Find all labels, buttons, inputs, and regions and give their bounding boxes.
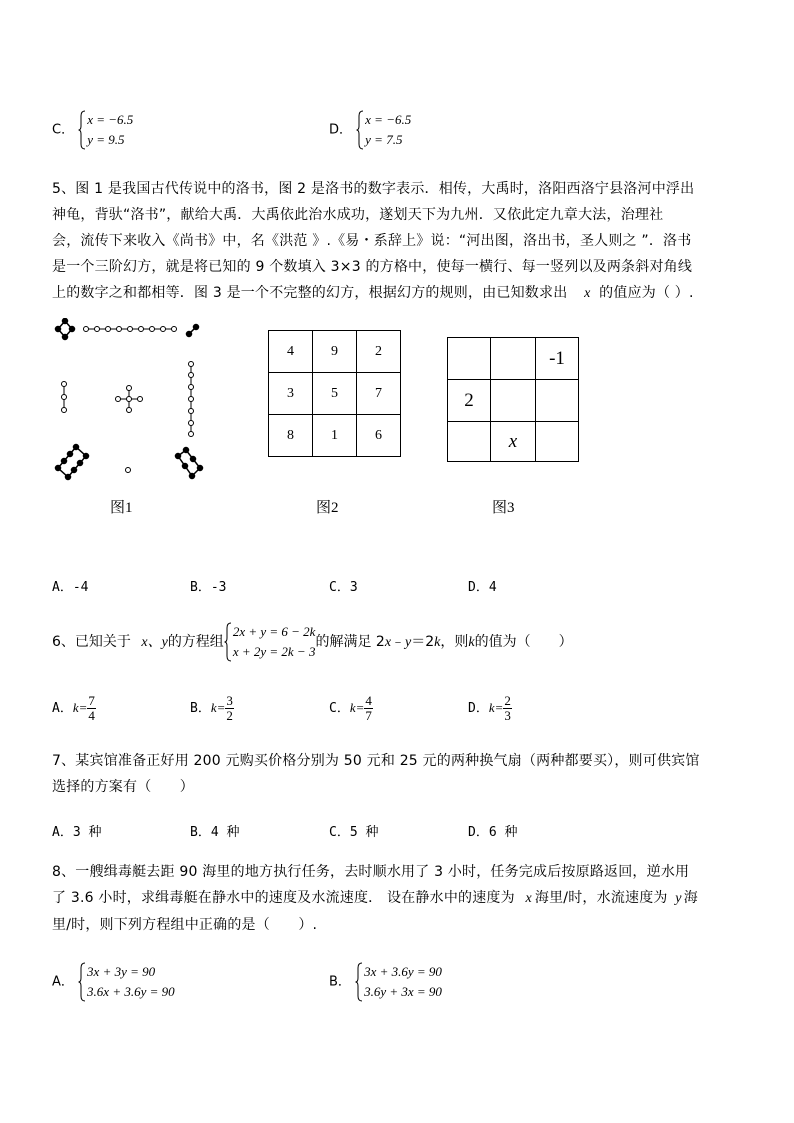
- q5-line: 会，流传下来收入《尚书》中，名《洪范 》.《易・系辞上》说：“河出图，洛出书，圣人则之 ”．洛书: [52, 233, 692, 249]
- q8-option-a[interactable]: [52, 962, 175, 1002]
- brace-icon: [356, 110, 364, 150]
- grid-cell: 6: [357, 415, 401, 457]
- q5-option-a[interactable]: A．-4: [52, 580, 89, 595]
- option-variable: k=: [210, 700, 226, 715]
- variable-k: k: [468, 635, 475, 650]
- brace-icon: [78, 110, 86, 150]
- equation-line: x + 2y = 2k − 3: [232, 644, 316, 659]
- q7-option-a[interactable]: A．3 种: [52, 825, 102, 840]
- option-label: A．: [52, 701, 73, 716]
- grid-cell: 9: [313, 331, 357, 373]
- grid-cell: [491, 338, 536, 380]
- grid-cell: 3: [269, 373, 313, 415]
- denominator: 3: [504, 708, 511, 723]
- q6-variables: x、y: [141, 635, 168, 650]
- equation-system: [78, 962, 175, 1002]
- option-variable: k=: [488, 700, 504, 715]
- q6-text: 的方程组: [167, 634, 224, 650]
- q8-text: 了 3.6 小时，求缉毒艇在静水中的速度及水流速度． 设在静水中的速度为: [52, 890, 515, 906]
- equation-line: 3.6y + 3x = 90: [364, 984, 442, 999]
- brace-icon: [78, 962, 86, 1002]
- grid-cell: [536, 380, 579, 422]
- option-label: C．: [52, 122, 75, 138]
- equation-system: [356, 110, 411, 150]
- variable-x: x: [384, 635, 392, 650]
- grid-cell: 4: [269, 331, 313, 373]
- numerator: 3: [226, 693, 233, 708]
- grid-cell: [536, 422, 579, 462]
- q8-text: 海里/时，水流速度为: [534, 890, 668, 906]
- q7-line: 7、某宾馆准备正好用 200 元购买价格分别为 50 元和 25 元的两种换气扇（两种都要买），则可供宾馆: [52, 753, 700, 769]
- equation-line: 3x + 3.6y = 90: [364, 964, 442, 979]
- grid-cell: x: [491, 422, 536, 462]
- q6-text: ﹣: [391, 634, 406, 650]
- grid-cell: 5: [313, 373, 357, 415]
- q6-question: [52, 622, 573, 662]
- q7-option-d[interactable]: D．6 种: [468, 825, 518, 840]
- luoshu-figure: [50, 318, 210, 488]
- equation-line: x = −6.5: [365, 112, 412, 127]
- figure3-caption: 图3: [492, 500, 515, 516]
- q5-question: [52, 176, 742, 307]
- option-label: D．: [329, 122, 353, 138]
- q5-line-text: 的值应为（ ）.: [599, 285, 694, 301]
- fraction: [87, 694, 96, 723]
- q4-option-c[interactable]: [52, 110, 133, 150]
- grid-cell: [491, 380, 536, 422]
- q7-option-c[interactable]: C．5 种: [329, 825, 379, 840]
- equation-system: [224, 622, 316, 662]
- q7-option-b[interactable]: B．4 种: [190, 825, 240, 840]
- q4-option-d[interactable]: [329, 110, 411, 150]
- figure1-caption: 图1: [110, 500, 133, 516]
- q5-line: 是一个三阶幻方，就是将已知的 9 个数填入 3×3 的方格中，使每一横行、每一竖列以及两条斜对角线: [52, 259, 693, 275]
- brace-icon: [224, 622, 232, 662]
- grid-cell: [448, 422, 491, 462]
- q6-text: 的值为（ ）: [474, 634, 573, 650]
- numerator: 4: [365, 693, 372, 708]
- numerator: 2: [504, 693, 511, 708]
- equation-line: y = 9.5: [87, 132, 125, 147]
- grid-cell: 1: [313, 415, 357, 457]
- figure2-caption: 图2: [316, 500, 339, 516]
- figure2-magic-square: [268, 330, 401, 457]
- q6-option-d[interactable]: [468, 694, 512, 723]
- equation-line: x = −6.5: [87, 112, 134, 127]
- q6-text: 6、已知关于: [52, 634, 131, 650]
- q5-line-text: 上的数字之和都相等．图 3 是一个不完整的幻方，根据幻方的规则，由已知数求出: [52, 285, 568, 301]
- equation-line: 2x + y = 6 − 2k: [232, 624, 316, 639]
- option-label: B．: [190, 701, 211, 716]
- grid-cell: [448, 338, 491, 380]
- equation-line: 3x + 3y = 90: [87, 964, 156, 979]
- variable-x: x: [584, 286, 591, 301]
- q8-line: 8、一艘缉毒艇去距 90 海里的地方执行任务，去时顺水用了 3 小时，任务完成后按原路返回，逆水用: [52, 864, 690, 880]
- q5-line: 5、图 1 是我国古代传说中的洛书，图 2 是洛书的数字表示．相传，大禹时，洛阳西洛宁县洛河中浮出: [52, 181, 695, 197]
- equation-line: 3.6x + 3.6y = 90: [87, 984, 175, 999]
- q8-line: 里/时，则下列方程组中正确的是（ ）.: [52, 917, 318, 933]
- equation-system: [355, 962, 442, 1002]
- numerator: 7: [88, 693, 95, 708]
- q6-option-c[interactable]: [329, 694, 373, 723]
- option-label: D．: [468, 701, 489, 716]
- grid-cell: 8: [269, 415, 313, 457]
- q5-option-b[interactable]: B．-3: [190, 580, 227, 595]
- q6-text: ，则: [440, 634, 469, 650]
- option-label: A．: [52, 974, 74, 990]
- grid-cell: 7: [357, 373, 401, 415]
- q5-option-c[interactable]: C．3: [329, 580, 358, 595]
- fraction: [225, 694, 234, 723]
- figure3-incomplete-magic-square: [447, 337, 579, 462]
- option-label: C．: [329, 701, 350, 716]
- grid-cell: -1: [536, 338, 579, 380]
- q5-line: [52, 280, 742, 307]
- equation-line: y = 7.5: [365, 132, 403, 147]
- q7-question: [52, 748, 742, 800]
- variable-k: k: [434, 635, 441, 650]
- denominator: 7: [365, 708, 372, 723]
- q8-line: [52, 885, 742, 912]
- q8-question: [52, 859, 742, 938]
- q8-option-b[interactable]: [329, 962, 442, 1002]
- denominator: 2: [226, 708, 233, 723]
- brace-icon: [355, 962, 363, 1002]
- option-variable: k=: [349, 700, 365, 715]
- equation-system: [78, 110, 133, 150]
- option-label: B．: [329, 974, 351, 990]
- grid-cell: 2: [357, 331, 401, 373]
- variable-y: y: [405, 635, 412, 650]
- q5-option-d[interactable]: D．4: [468, 580, 497, 595]
- q6-option-a[interactable]: [52, 694, 96, 723]
- q6-text: 的解满足 2: [315, 634, 385, 650]
- denominator: 4: [88, 708, 95, 723]
- fraction: [364, 694, 373, 723]
- fraction: [503, 694, 512, 723]
- variable-y: y: [675, 891, 682, 906]
- grid-cell: 2: [448, 380, 491, 422]
- q5-line: 神龟，背驮“洛书”，献给大禹．大禹依此治水成功，遂划天下为九州．又依此定九章大法，治理社: [52, 207, 664, 223]
- q8-text: 海: [683, 890, 698, 906]
- option-variable: k=: [72, 700, 88, 715]
- q7-line: 选择的方案有（ ）: [52, 779, 194, 795]
- q6-option-b[interactable]: [190, 694, 234, 723]
- q6-text: ＝2: [411, 634, 435, 650]
- variable-x: x: [525, 891, 532, 906]
